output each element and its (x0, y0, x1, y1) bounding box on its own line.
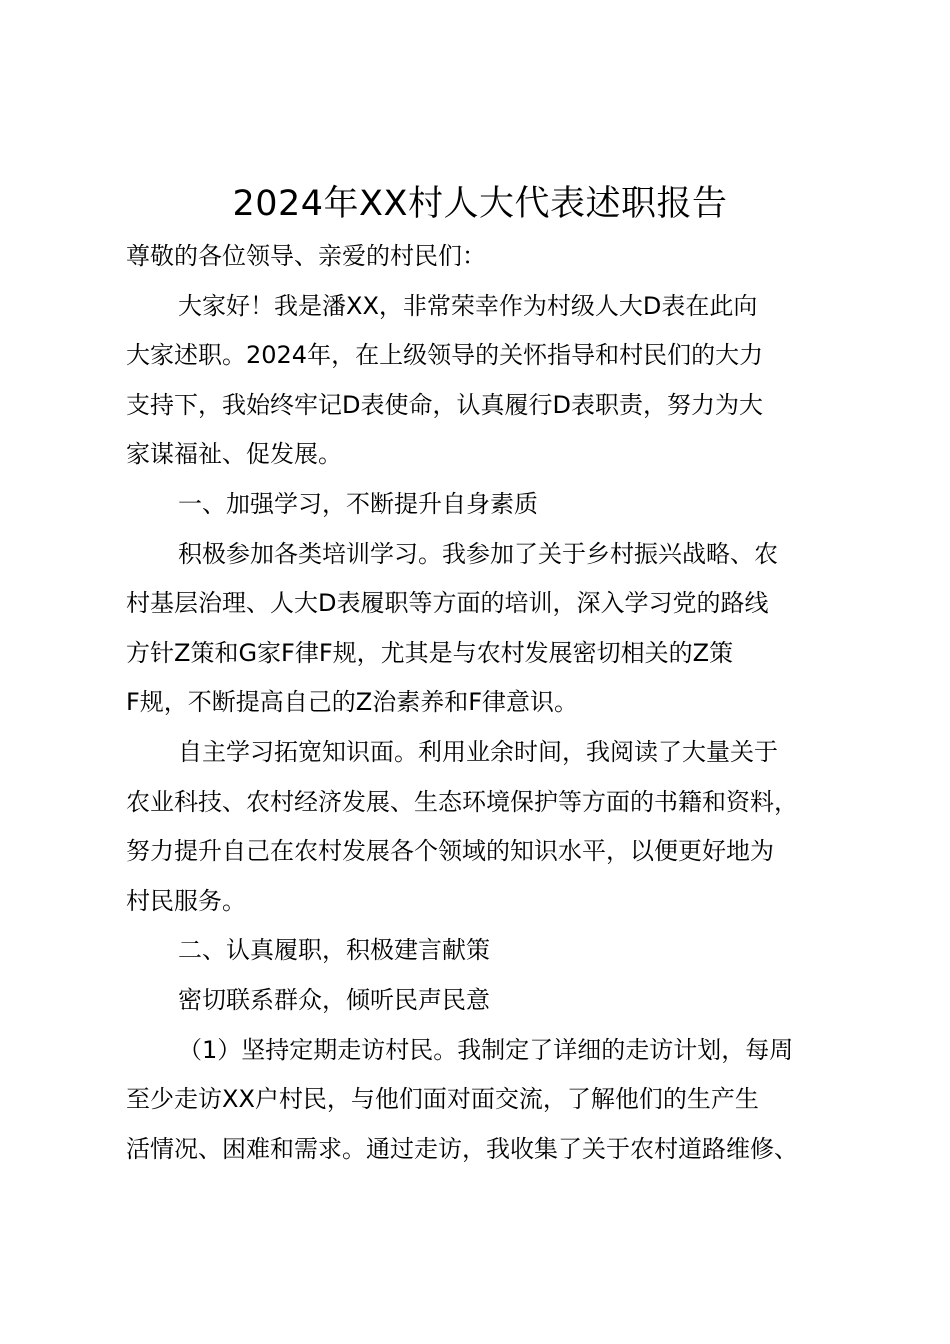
paragraph-line: 村民服务。 (126, 886, 246, 915)
paragraph-line: 努力提升自己在农村发展各个领域的知识水平，以便更好地为 (126, 837, 774, 866)
paragraph-line: 家谋福祉、促发展。 (126, 440, 342, 469)
section-heading: 二、认真履职，积极建言献策 (178, 936, 490, 965)
paragraph-line: 村基层治理、人大D表履职等方面的培训，深入学习党的路线 (126, 589, 769, 618)
paragraph-line: 支持下，我始终牢记D表使命，认真履行D表职责，努力为大 (126, 390, 763, 419)
section-heading: 一、加强学习，不断提升自身素质 (178, 489, 538, 518)
paragraph-line: F规，不断提高自己的Z治素养和F律意识。 (126, 688, 579, 717)
subsection-heading: 密切联系群众，倾听民声民意 (178, 985, 490, 1014)
paragraph-line: 积极参加各类培训学习。我参加了关于乡村振兴战略、农 (178, 539, 778, 568)
document-title: 2024年XX村人大代表述职报告 (232, 184, 728, 224)
salutation-line: 尊敬的各位领导、亲爱的村民们： (126, 242, 486, 270)
paragraph-line: 大家述职。2024年，在上级领导的关怀指导和村民们的大力 (126, 341, 764, 370)
paragraph-line: 活情况、困难和需求。通过走访，我收集了关于农村道路维修、 (126, 1134, 798, 1163)
paragraph-line: 农业科技、农村经济发展、生态环境保护等方面的书籍和资料， (126, 787, 798, 816)
paragraph-line: （1）坚持定期走访村民。我制定了详细的走访计划，每周 (178, 1035, 794, 1064)
document-body (126, 232, 856, 1174)
paragraph-line: 大家好！我是潘XX，非常荣幸作为村级人大D表在此向 (178, 291, 758, 320)
paragraph-line: 至少走访XX户村民，与他们面对面交流，了解他们的生产生 (126, 1085, 759, 1114)
paragraph-line: 方针Z策和G家F律F规，尤其是与农村发展密切相关的Z策 (126, 638, 734, 667)
paragraph-line: 自主学习拓宽知识面。利用业余时间，我阅读了大量关于 (178, 737, 778, 766)
